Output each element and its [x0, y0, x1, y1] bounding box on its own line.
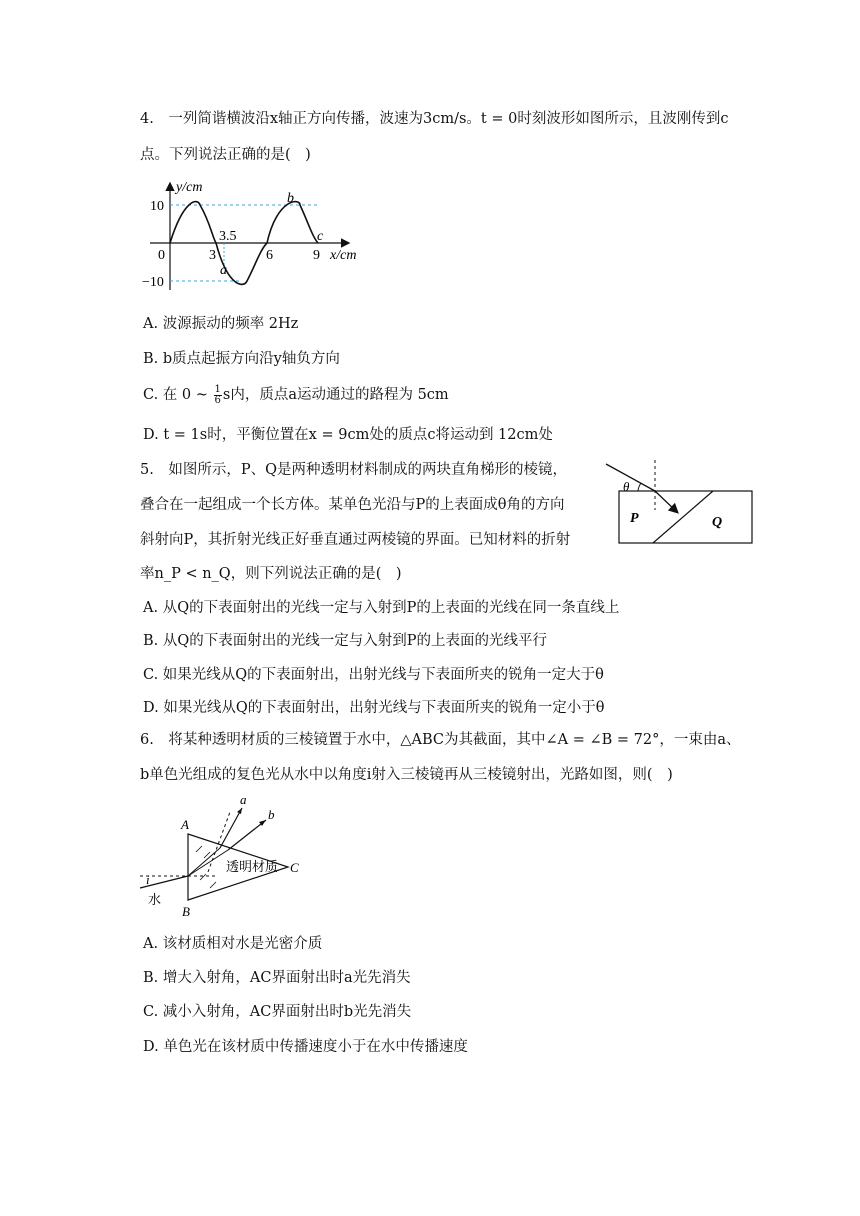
q5-option-a: A. 从Q的下表面射出的光线一定与入射到P的上表面的光线在同一条直线上 [143, 600, 620, 616]
q4-option-c [143, 384, 449, 406]
q6-inner-ray-a [188, 848, 220, 876]
q6-exit-ray-b [228, 820, 266, 850]
q6-material-label: 透明材质 [226, 859, 279, 874]
q6-prism-figure [138, 792, 308, 920]
q4-point-a: a [220, 263, 227, 278]
q5-option-c: C. 如果光线从Q的下表面射出，出射光线与下表面所夹的锐角一定大于θ [143, 667, 604, 683]
q5-interface [653, 491, 713, 543]
q4-option-b: B. b质点起振方向沿y轴负方向 [143, 351, 340, 367]
q6-ray-b-label: b [268, 807, 275, 822]
q4-stem-line1: 4. 一列简谐横波沿x轴正方向传播，波速为3cm/s。t = 0时刻波形如图所示，且波刚传到c [140, 111, 729, 127]
q4-option-c-pre: C. 在 0 ~ [143, 387, 213, 403]
q6-arrow-a [237, 808, 242, 814]
q5-stem-line1: 5. 如图所示，P、Q是两种透明材料制成的两块直角梯形的棱镜， [140, 462, 567, 478]
q4-tick-3: 3 [209, 248, 216, 263]
q6-hatch-4 [210, 882, 216, 888]
q4-wave-figure [140, 178, 370, 298]
q4-tick-3-5: 3.5 [219, 229, 237, 244]
q4-tick-10: 10 [150, 199, 164, 214]
q6-vertex-b: B [182, 904, 190, 919]
q4-tick-0: 0 [158, 248, 165, 263]
q4-option-d: D. t = 1s时，平衡位置在x = 9cm处的质点c将运动到 12cm处 [143, 427, 553, 443]
q6-option-a: A. 该材质相对水是光密介质 [143, 936, 323, 952]
q6-hatch-3 [200, 874, 206, 880]
q5-stem-line4: 率n_P < n_Q，则下列说法正确的是( ) [140, 566, 402, 582]
q5-stem-line2: 叠合在一起组成一个长方体。某单色光沿与P的上表面成θ角的方向 [140, 497, 565, 513]
q5-block [619, 491, 752, 543]
q5-theta-arc [638, 483, 641, 491]
q6-water-label: 水 [148, 892, 162, 907]
q6-ray-a-label: a [240, 792, 247, 807]
q4-tick-neg10: −10 [142, 275, 164, 290]
q4-fraction-denominator: 6 [214, 394, 221, 406]
q5-refracted-ray [655, 491, 677, 512]
q4-tick-9: 9 [313, 248, 320, 263]
q6-vertex-a: A [181, 817, 189, 832]
q5-label-p: P [630, 511, 639, 526]
q6-stem-line1: 6. 将某种透明材质的三棱镜置于水中，△ABC为其截面，其中∠A = ∠B = 72°，一束由a、 [140, 732, 741, 748]
q6-option-d: D. 单色光在该材质中传播速度小于在水中传播速度 [143, 1039, 468, 1055]
q5-theta-label: θ [623, 479, 630, 494]
q6-angle-i: i [146, 872, 150, 887]
q4-option-a: A. 波源振动的频率 2Hz [143, 316, 299, 332]
q5-label-q: Q [712, 515, 723, 530]
q4-point-c: c [317, 229, 324, 244]
q4-option-c-fraction [214, 385, 222, 406]
q6-option-c: C. 减小入射角，AC界面射出时b光先消失 [143, 1004, 412, 1020]
q5-incident-ray [606, 464, 655, 491]
q4-fraction-numerator: 1 [214, 383, 221, 395]
q6-hatch-1 [196, 846, 202, 852]
q6-option-b: B. 增大入射角，AC界面射出时a光先消失 [143, 970, 411, 986]
q5-stem-line3: 斜射向P，其折射光线正好垂直通过两棱镜的界面。已知材料的折射 [140, 532, 571, 548]
q4-y-label: y/cm [176, 180, 203, 195]
q4-option-c-post: s内，质点a运动通过的路程为 5cm [222, 387, 449, 403]
q6-vertex-c: C [290, 860, 299, 875]
q5-option-b: B. 从Q的下表面射出的光线一定与入射到P的上表面的光线平行 [143, 633, 548, 649]
q4-stem-line2: 点。下列说法正确的是( ) [140, 147, 311, 163]
q5-prism-figure [600, 458, 760, 548]
q4-tick-6: 6 [266, 248, 273, 263]
q4-x-label: x/cm [330, 248, 357, 263]
q5-option-d: D. 如果光线从Q的下表面射出，出射光线与下表面所夹的锐角一定小于θ [143, 700, 605, 716]
q6-stem-line2: b单色光组成的复色光从水中以角度i射入三棱镜再从三棱镜射出，光路如图，则( ) [140, 767, 673, 783]
q4-point-b: b [287, 191, 294, 206]
